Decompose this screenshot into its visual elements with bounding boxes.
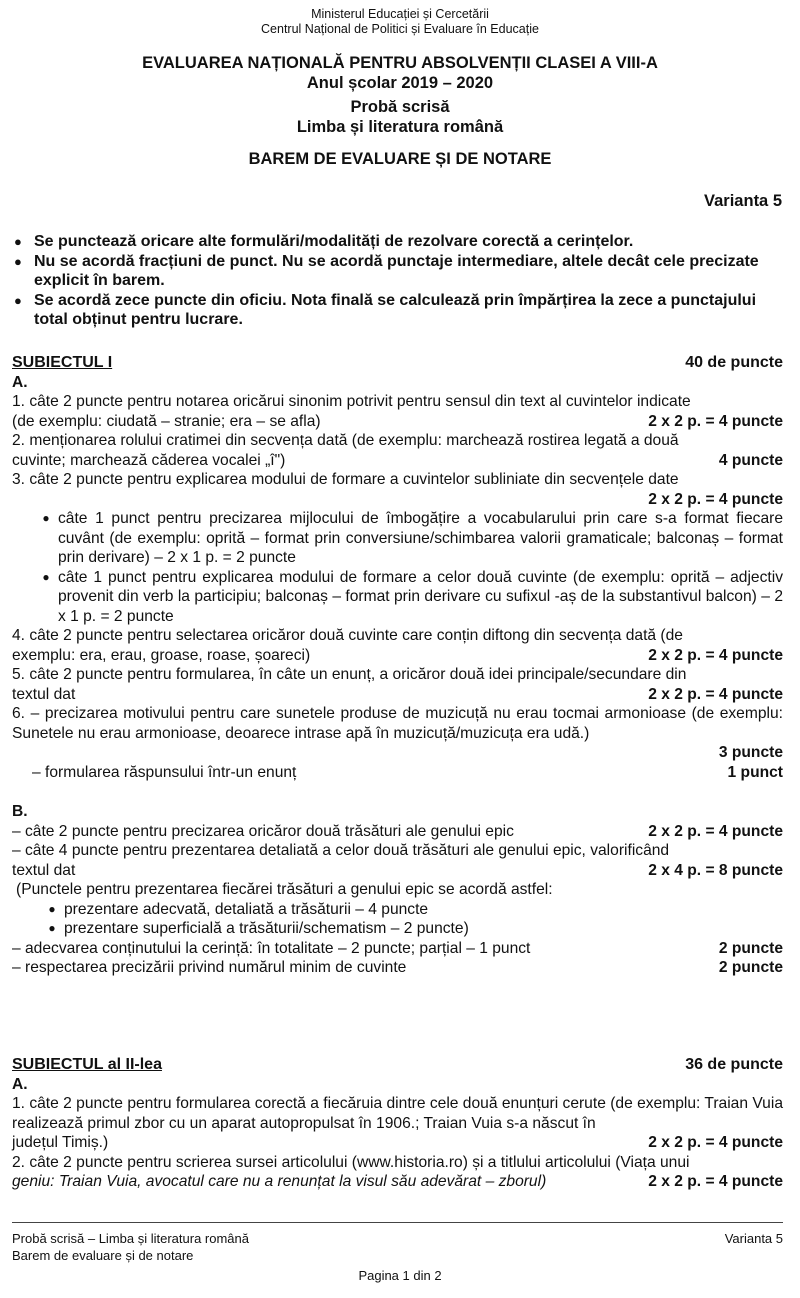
page-footer [12, 1230, 783, 1264]
footer-doc: Barem de evaluare și de notare [12, 1248, 194, 1263]
item-6b-points: 1 punct [727, 763, 783, 781]
item-6: 6. – precizarea motivului pentru care sunetele produse de muzicuță nu erau tocmai armonioase (de exemplu: Sunetele nu erau armonioase, deoarece intrase apă în muzicuță/muzicuța era udă.) 3 puncte – formularea răspunsului într-un enunț 1 punct [12, 705, 783, 781]
school-year: Anul școlar 2019 – 2020 [306, 74, 494, 92]
page-header [0, 7, 800, 37]
footer-exam: Probă scrisă – Limba și literatura română [12, 1231, 249, 1246]
subject-2 [12, 1055, 783, 1192]
section-b-item: – adecvarea conținutului la cerință: în totalitate – 2 puncte; parțial – 1 punct 2 puncte [12, 939, 783, 957]
section-b-note: (Punctele pentru prezentarea fiecărei trăsături a genului epic se acordă astfel: [16, 881, 553, 898]
section-a-label: A. [12, 1075, 28, 1093]
section-b-label: B. [12, 803, 28, 820]
item-2: 2. menționarea rolului cratimei din secvența dată (de exemplu: marchează rostirea legată a două cuvinte; marchează căderea vocalei „î") 4 puncte [12, 432, 783, 469]
item-5: 5. câte 2 puncte pentru formularea, în câte un enunț, a oricăror două idei principale/secundare din textul dat 2 x 2 p. = 4 puncte [12, 666, 783, 703]
general-rules [12, 232, 783, 330]
center-name: Centrul Național de Politici și Evaluare în Educație [261, 22, 539, 36]
title-block [0, 53, 800, 169]
variant-label: Varianta 5 [704, 192, 782, 210]
item-6-points: 3 puncte [718, 744, 783, 761]
item-3: 3. câte 2 puncte pentru explicarea modului de formare a cuvintelor subliniate din secvențele date 2 x 2 p. = 4 puncte ● câte 1 punct pentru precizarea mijlocului de îmbogățire a vocabularului prin care s-a format fiecare cuvânt (de exemplu: oprită – format prin conversiune/schimbarea valorii gramaticale; balconaș – format prin derivare) – 2 x 1 p. = 2 puncte ● câte 1 punct pentru explicarea modului de formare a celor două cuvinte (de exemplu: oprită – adjectiv provenit din verb la participiu; balconaș – format prin derivare cu sufixul -aș de la substantivul balcon) – 2 x 1 p. = 2 puncte [12, 471, 783, 625]
item-1: 1. câte 2 puncte pentru notarea oricărui sinonim potrivit pentru sensul din text al cuvintelor indicate (de exemplu: ciudată – stranie; era – se afla) 2 x 2 p. = 4 puncte [12, 393, 783, 430]
exam-subject: Limba și literatura română [296, 118, 504, 136]
item-1-points: 2 x 2 p. = 4 puncte [648, 412, 783, 430]
subject-1-title: SUBIECTUL I [12, 354, 113, 371]
section-b-subitem: ● prezentare superficială a trăsăturii/schematism – 2 puncte) [48, 920, 469, 937]
subject-2-title: SUBIECTUL al II-lea [12, 1056, 162, 1073]
section-b-item: – câte 4 puncte pentru prezentarea detaliată a celor două trăsături ale genului epic, valorificând textul dat 2 x 4 p. = 8 puncte [12, 842, 783, 879]
item-2-points: 4 puncte [718, 451, 783, 469]
s2-item-2: 2. câte 2 puncte pentru scrierea sursei articolului (www.historia.ro) și a titlului articolului (Viața unui geniu: Traian Vuia, avocatul care nu a renunțat la visul său adevărat – zborul) 2 x 2 p. = 4 puncte [12, 1153, 783, 1190]
subject-2-header [12, 1055, 783, 1075]
item-3-criterion: ● câte 1 punct pentru precizarea mijlocului de îmbogățire a vocabularului prin care s-a format fiecare cuvânt (de exemplu: oprită – format prin conversiune/schimbarea valorii gramaticale; balconaș – format prin derivare) – 2 x 1 p. = 2 puncte [42, 510, 783, 566]
rule-item: ● Se punctează oricare alte formulări/modalități de rezolvare corectă a cerințelor. [14, 233, 634, 250]
ministry-name: Ministerul Educației și Cercetării [311, 7, 489, 21]
page-number: Pagina 1 din 2 [358, 1268, 442, 1283]
subject-2-points: 36 de puncte [685, 1056, 783, 1073]
footer-variant: Varianta 5 [724, 1231, 783, 1246]
exam-type: Probă scrisă [350, 98, 450, 116]
section-b-subitem: ● prezentare adecvată, detaliată a trăsăturii – 4 puncte [48, 900, 429, 918]
item-4-points: 2 x 2 p. = 4 puncte [648, 646, 783, 664]
section-b-item: – respectarea precizării privind numărul minim de cuvinte 2 puncte [12, 959, 783, 976]
rule-item: ● Nu se acordă fracțiuni de punct. Nu se acordă punctaje intermediare, altele decât cele precizate explicit în barem. [14, 252, 759, 289]
item-4: 4. câte 2 puncte pentru selectarea oricăror două cuvinte care conțin diftong din secvența dată (de exemplu: era, erau, groase, roase, șoareci) 2 x 2 p. = 4 puncte [12, 627, 783, 664]
section-b-item: – câte 2 puncte pentru precizarea oricăror două trăsături ale genului epic 2 x 2 p. = 4 puncte [12, 822, 783, 840]
s2-item-1: 1. câte 2 puncte pentru formularea corectă a fiecăruia dintre cele două enunțuri cerute (de exemplu: Traian Vuia realizează primul zbor cu un aparat autopropulsat în 1906.; Traian Vuia s-a născut în județul Timiș.) 2 x 2 p. = 4 puncte [12, 1095, 783, 1151]
section-a-label: A. [12, 373, 28, 391]
footer-divider [12, 1222, 783, 1223]
subject-1 [12, 353, 783, 978]
exam-title: EVALUAREA NAȚIONALĂ PENTRU ABSOLVENȚII CLASEI A VIII-A [142, 54, 658, 72]
subject-1-points: 40 de puncte [685, 354, 783, 371]
document-title: BAREM DE EVALUARE ȘI DE NOTARE [248, 150, 552, 168]
item-3-points: 2 x 2 p. = 4 puncte [648, 490, 783, 508]
item-5-points: 2 x 2 p. = 4 puncte [648, 685, 783, 703]
subject-1-header [12, 353, 783, 373]
rule-item: ● Se acordă zece puncte din oficiu. Nota finală se calculează prin împărțirea la zece a punctajului total obținut pentru lucrare. [14, 291, 757, 328]
item-3-criterion: ● câte 1 punct pentru explicarea modului de formare a celor două cuvinte (de exemplu: oprită – adjectiv provenit din verb la participiu; balconaș – format prin derivare cu sufixul -aș de la substantivul balcon) – 2 x 1 p. = 2 puncte [42, 568, 783, 625]
